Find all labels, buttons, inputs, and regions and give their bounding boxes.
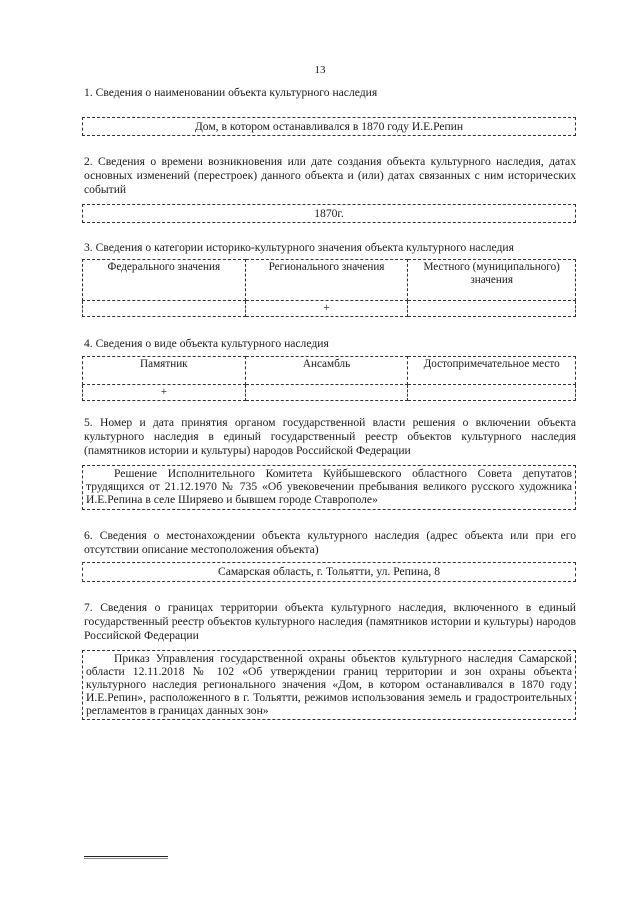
mark-federal [83, 301, 246, 317]
address-value: Самарская область, г. Тольятти, ул. Репина, 8 [218, 565, 440, 578]
column-local: Местного (муниципального) значения [408, 260, 576, 301]
territory-boundaries-value: Приказ Управления государственной охраны объектов культурного наследия Самарской области 12.11.2018 № 102 «Об утверждении границ территории и зон охраны объекта культурного наследия регионального значения «Дом, в котором останавливался в 1870 году И.Е.Репин», расположенного в г. Тольятти, режимов использования земель и градостроительных регламентов в границах данных зон» [86, 652, 572, 717]
section-5-heading: 5. Номер и дата принятия органом государственной власти решения о включении объекта культурного наследия в единый государственный реестр объектов культурного наследия (памятников истории и культуры) народов Российской Федерации [84, 416, 576, 457]
footer-rule-secondary [84, 858, 168, 859]
object-name-value: Дом, в котором останавливался в 1870 году И.Е.Репин [194, 120, 464, 133]
section-4-heading: 4. Сведения о виде объекта культурного наследия [84, 337, 329, 350]
territory-boundaries-field [82, 650, 576, 720]
creation-date-value: 1870г. [314, 207, 344, 220]
mark-ensemble [245, 385, 408, 401]
section-2-heading: 2. Сведения о времени возникновения или дате создания объекта культурного наследия, датах основных изменений (перестроек) данного объекта и (или) датах связанных с ним исторических событий [84, 155, 576, 196]
column-regional: Регионального значения [245, 260, 408, 301]
significance-category-table [82, 259, 576, 317]
section-1-heading: 1. Сведения о наименовании объекта культурного наследия [84, 86, 378, 99]
table-row [83, 385, 576, 401]
column-federal: Федерального значения [83, 260, 246, 301]
section-3-heading: 3. Сведения о категории историко-культурного значения объекта культурного наследия [84, 241, 514, 254]
column-ensemble: Ансамбль [245, 357, 408, 385]
mark-local [408, 301, 576, 317]
mark-landmark [408, 385, 576, 401]
object-type-table [82, 356, 576, 401]
address-field [82, 562, 576, 582]
table-row [83, 301, 576, 317]
object-name-field [82, 117, 576, 136]
column-monument: Памятник [83, 357, 246, 385]
mark-monument: + [83, 385, 246, 401]
mark-regional: + [245, 301, 408, 317]
registry-decision-field [82, 465, 576, 510]
creation-date-field [82, 204, 576, 223]
footer-rule [84, 856, 168, 857]
section-6-heading: 6. Сведения о местонахождении объекта культурного наследия (адрес объекта или при его отсутствии описание местоположения объекта) [84, 529, 576, 556]
table-header-row [83, 260, 576, 301]
page-number: 13 [314, 64, 326, 76]
section-7-heading: 7. Сведения о границах территории объекта культурного наследия, включенного в единый государственный реестр объектов культурного наследия (памятников истории и культуры) народов Российской Федерации [84, 601, 576, 642]
column-landmark: Достопримечательное место [408, 357, 576, 385]
table-header-row [83, 357, 576, 385]
registry-decision-value: Решение Исполнительного Комитета Куйбышевского областного Совета депутатов трудящихся от 21.12.1970 № 735 «Об увековечении пребывания великого русского художника И.Е.Репина в селе Ширяево и бывшем городе Ставрополе» [86, 467, 572, 506]
